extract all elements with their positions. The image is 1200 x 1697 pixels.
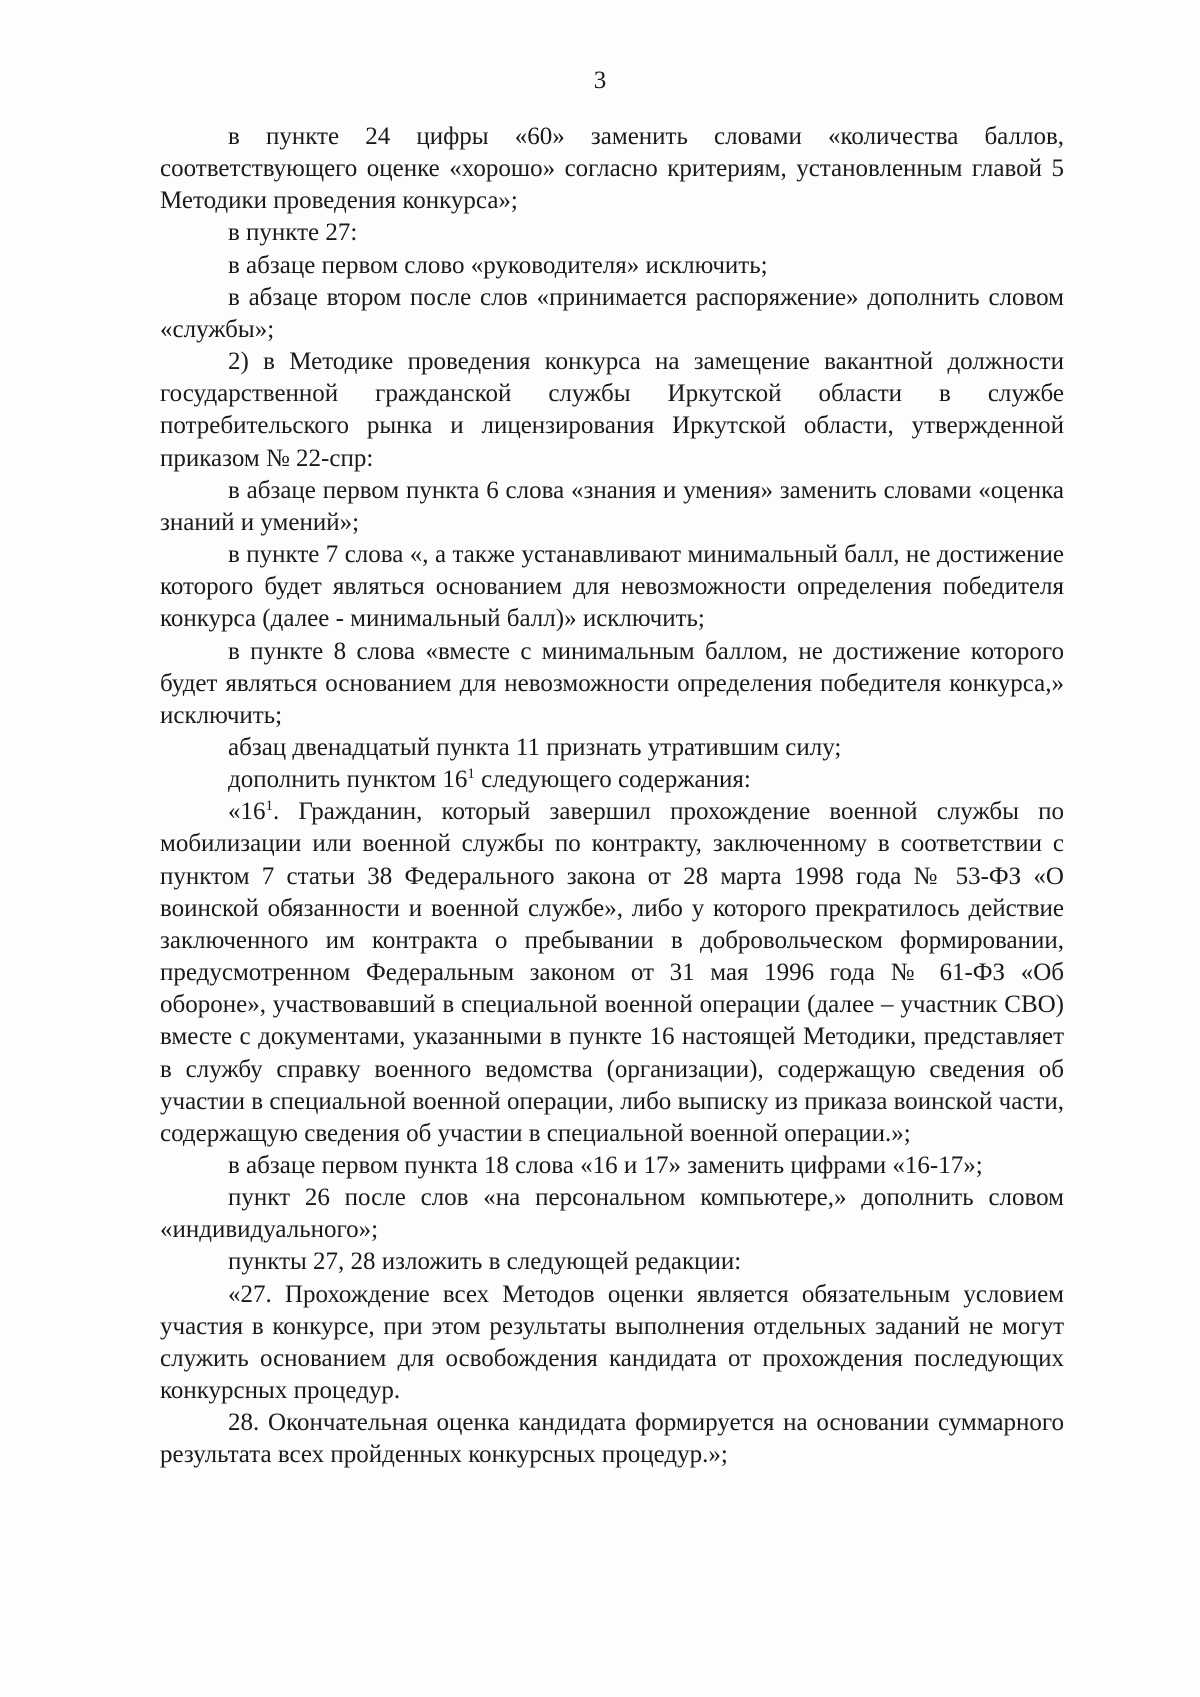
superscript: 1 [467, 766, 475, 783]
paragraph: 28. Окончательная оценка кандидата формируется на основании суммарного результата всех пройденных конкурсных процедур.»; [160, 1409, 1064, 1469]
paragraph-text: «16 [228, 798, 266, 826]
superscript: 1 [265, 798, 273, 815]
paragraph: в пункте 24 цифры «60» заменить словами «количества баллов, соответствующего оценке «хорошо» согласно критериям, установленным главой 5 Методики проведения конкурса»; [160, 123, 1064, 215]
paragraph-with-superscript [160, 764, 1064, 796]
paragraph: в абзаце первом слово «руководителя» исключить; [228, 251, 768, 279]
paragraph: 2) в Методике проведения конкурса на замещение вакантной должности государственной гражданской службы Иркутской области в службе потребительского рынка и лицензирования Иркутской области, утвержденной приказом № 22-спр: [160, 348, 1064, 472]
paragraph: пункт 26 после слов «на персональном компьютере,» дополнить словом «индивидуального»; [160, 1184, 1064, 1244]
paragraph-text: следующего содержания: [474, 766, 751, 794]
paragraph-text: дополнить пунктом 16 [228, 766, 468, 794]
paragraph: пункты 27, 28 изложить в следующей редакции: [228, 1248, 742, 1276]
paragraph: в пункте 8 слова «вместе с минимальным баллом, не достижение которого будет являться основанием для невозможности определения победителя конкурса,» исключить; [160, 637, 1064, 729]
paragraph: «27. Прохождение всех Методов оценки является обязательным условием участия в конкурсе, при этом результаты выполнения отдельных заданий не могут служить основанием для освобождения кандидата от прохождения последующих конкурсных процедур. [160, 1280, 1064, 1405]
paragraph: в абзаце первом пункта 18 слова «16 и 17» заменить цифрами «16-17»; [228, 1152, 983, 1179]
page-number: 3 [593, 67, 607, 94]
document-body [160, 121, 1064, 1472]
paragraph: в абзаце первом пункта 6 слова «знания и умения» заменить словами «оценка знаний и умений»; [160, 476, 1064, 536]
paragraph-text: . Гражданин, который завершил прохождение военной службы по мобилизации или военной службы по контракту, заключенному в соответствии с пунктом 7 статьи 38 Федерального закона от 28 марта 1998 года № 53-ФЗ «О воинской обязанности и военной службе», либо у которого прекратилось действие заключенного им контракта о пребывании в добровольческом формировании, предусмотренном Федеральным законом от 31 мая 1996 года № 61-ФЗ «Об обороне», участвовавший в специальной военной операции (далее – участник СВО) вместе с документами, указанными в пункте 16 настоящей Методики, представляет в службу справку военного ведомства (организации), содержащую сведения об участии в специальной военной операции, либо выписку из приказа воинской части, содержащую сведения об участии в специальной военной операции.»; [160, 798, 1064, 1147]
paragraph: абзац двенадцатый пункта 11 признать утратившим силу; [228, 733, 842, 761]
paragraph-with-superscript [160, 796, 1064, 1150]
paragraph: в пункте 7 слова «, а также устанавливают минимальный балл, не достижение которого будет являться основанием для невозможности определения победителя конкурса (далее - минимальный балл)» исключить; [160, 541, 1064, 633]
paragraph: в пункте 27: [228, 219, 358, 247]
paragraph: в абзаце втором после слов «принимается распоряжение» дополнить словом «службы»; [160, 283, 1064, 343]
